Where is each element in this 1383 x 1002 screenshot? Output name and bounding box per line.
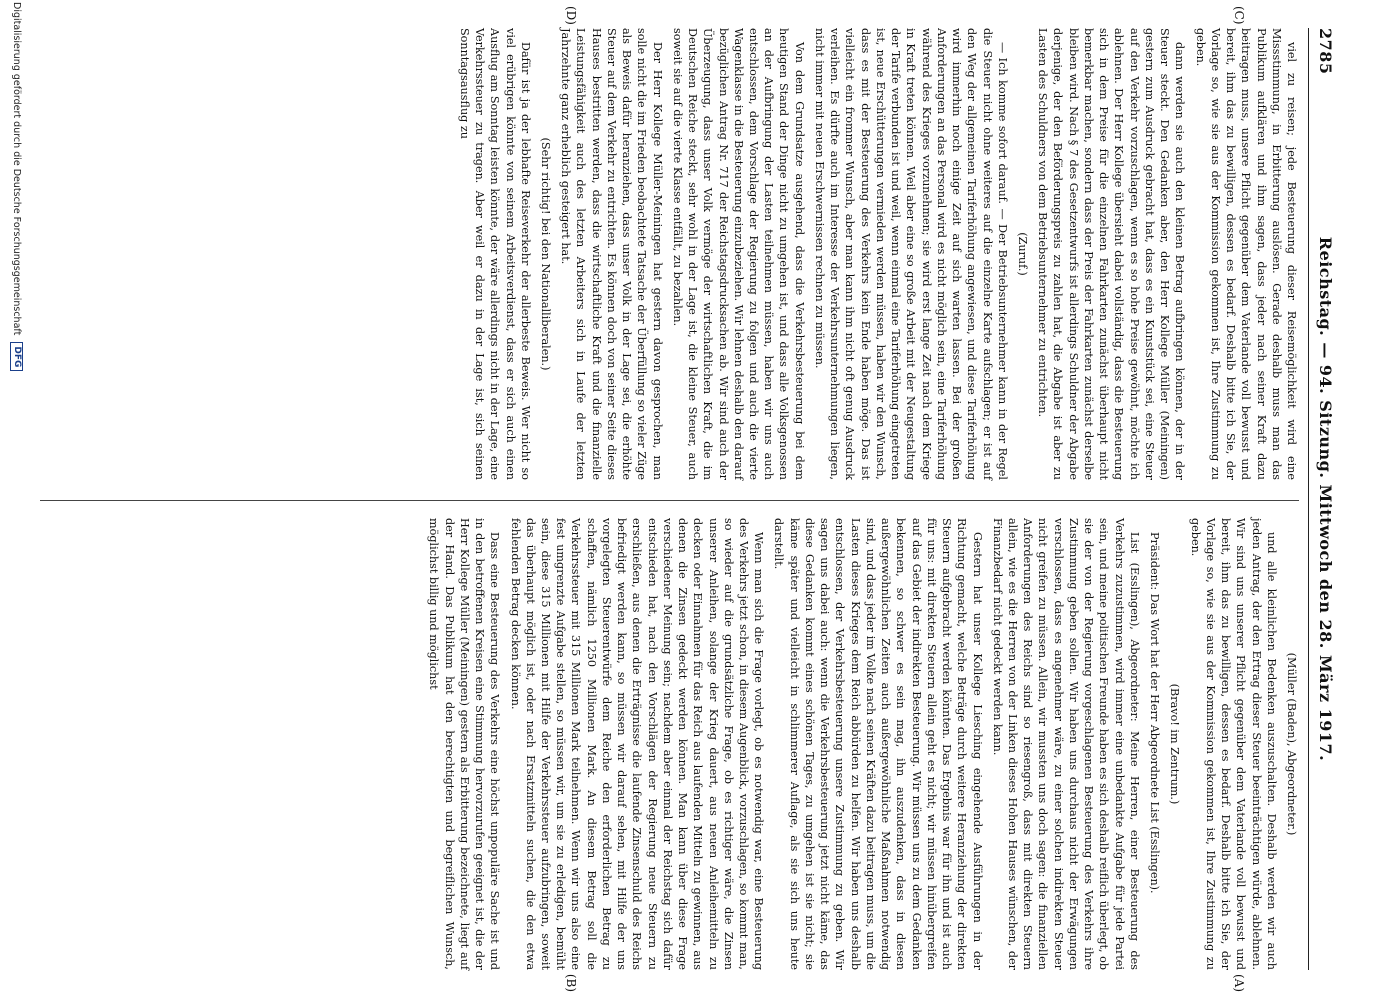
credit-text: Digitalisierung gefördert durch die Deutsche Forschungsgemeinschaft	[11, 2, 22, 336]
page-content	[40, 6, 1343, 992]
margin-mark-d: (D)	[564, 6, 578, 25]
paragraph: dann werden sie auch den kleinen Betrag aufbringen können, der in der Steuer steckt. Den Gedanken aber, den Herr Kollege Müller (Meiningen) gestern zum Ausdruck gebracht hat, dass es ein Kunststück sei, eine Steuer auf den Verkehr vorzuschlagen, wenn es so hohe Preise gewöhnt, möchte ich ablehnen. Der Herr Kollege übersieht dabei vollständig, dass die Besteuerung sich in dem Preise für die einzelnen Fahrkarten zunächst überhaupt nicht bemerkbar machen, sondern dass der Preis der Fahrkarten zunächst derselbe bleiben wird. Nach § 7 des Gesetzentwurfs ist allerdings Schuldner der Abgabe derjenige, der den Beförderungspreis zu zahlen hat, die Abgabe ist aber zu Lasten des Schuldners von dem Betriebsunternehmer zu entrichten.	[1036, 28, 1187, 480]
left-column	[40, 6, 1299, 480]
president-remark: Präsident: Das Wort hat der Herr Abgeordnete List (Esslingen).	[1148, 532, 1162, 894]
margin-mark-c: (C)	[1232, 6, 1246, 25]
paragraph: Gestern hat unser Kollege Liesching eingehende Ausführungen in der Richtung gemacht, welche Beträge durch weitere Heranziehung der direkten Steuern aufgebracht werden könnten. Das Ergebnis war für ihn und ist auch für uns: mit direkten Steuern allein geht es nicht; wir müssen hinübergreifen auf das Gebiet der indirekten Besteuerung. Wir müssen uns zu dem Gedanken bekennen, so schwer es sein mag, ihn auszudenken, dass in diesen außergewöhnlichen Zeiten auch außergewöhnliche Maßnahmen notwendig sind, und dass jeder im Volke nach seinen Kräften dazu beitragen muss, um die Lasten dieses Krieges dem Reich abbürden zu helfen. Wir haben uns deshalb entschlossen, der Verkehrsbesteuerung unsere Zustimmung zu geben. Wir sagen uns dabei auch: wenn die Verkehrsbesteuerung jetzt nicht käme, das diese Gedanken kommt eines schönen Tages, zu umgehen ist sie nicht; sie käme später und vielleicht in schlimmerer Auflage, als sie sich uns heute darstellt.	[772, 518, 984, 970]
paragraph: Wenn man sich die Frage vorlegt, ob es notwendig war, eine Besteuerung des Verkehrs jetzt schon, in diesem Augenblick, vorzuschlagen, so kommt man, so wieder auf die grundsätzliche Frage, ob es richtiger wäre, die Zinsen unserer Anleihen, solange der Krieg dauert, aus neuen Anleihemitteln zu decken oder Einnahmen für das Reich aus laufenden Mitteln zu gewinnen, aus denen die Zinsen gedeckt werden können. Man kann über diese Frage verschiedener Meinung sein; nachdem aber einmal der Reichstag sich dafür entschieden hat, nach den Vorschlägen der Regierung neue Steuern zu erschließen, aus denen die Erträgnisse die laufende Zinsenschuld des Reichs befriedigt werden kann, so müssen wir darauf sehen, mit Hilfe der uns vorgelegten Steuerentwürfe dem Reiche den erforderlichen Betrag zu schaffen, nämlich 1250 Millionen Mark. An diesem Betrag soll die Verkehrssteuer mit 315 Millionen Mark teilnehmen. Wenn wir uns also eine fest umgrenzte Aufgabe stellen, so müssen wir, um sie zu erledigen, bemüht sein, diese 315 Millionen mit Hilfe der Verkehrssteuer aufzubringen, soweit das überhaupt möglich ist, oder nach Ersatzmitteln suchen, die den etwa fehlenden Betrag decken können.	[508, 518, 766, 970]
dfg-logo: DFG	[10, 342, 23, 371]
digitization-credit	[10, 0, 23, 1002]
margin-mark-a: (A)	[1232, 973, 1246, 992]
paragraph: Der Herr Kollege Müller-Meiningen hat gestern davon gesprochen, man solle nicht die im Frieden beobachtete Tatsache der Überfüllung so vieler Züge als Beweis dafür heranziehen, dass unser Volk in der Lage sei, die erhöhte Steuer auf dem Verkehr zu entrichten. Es können doch von seiner Seite dieses Hauses bestritten werden, dass die wirtschaftliche Kraft und die finanzielle Leistungsfähigkeit auch des letzten Arbeiters sich in Laufe der letzten Jahrzehnte ganz erheblich gesteigert hat.	[559, 28, 664, 480]
running-title: Reichstag. — 94. Sitzung. Mittwoch den 28. März 1917.	[1316, 236, 1335, 762]
paragraph: — Ich komme sofort darauf. — Der Betriebsunternehmer kann in der Regel die Steuer nicht ohne weiteres auf die einzelne Karte aufschlagen; er ist auf den Weg der allgemeinen Tariferhöhung angewiesen, und diese Tariferhöhung wird immerhin noch einige Zeit auf sich warten lassen. Bei der großen Anforderungen an das Personal wird es nicht möglich sein, eine Tariferhöhung während des Krieges vorzunehmen; sie wird erst lange Zeit nach dem Kriege in Kraft treten können. Weil aber eine so große Arbeit mit der Neugestaltung der Tarife verbunden ist und weil, wenn einmal eine Tariferhöhung eingetreten ist, neue Erschütterungen vermieden werden müssen, haben wir den Wunsch, dass es mit der Besteuerung des Verkehrs kein Ende haben möge. Das ist vielleicht ein frommer Wunsch, aber man kann ihm nicht oft genug Ausdruck verleihen. Es dürfte auch im Interesse der Verkehrsunternehmungen liegen, nicht immer mit neuen Erschwernissen rechnen zu müssen.	[812, 28, 1009, 480]
page-header	[1309, 28, 1343, 970]
interjection: (Sehr richtig! bei den Nationalliberalen.)	[538, 137, 552, 371]
paragraph: und alle kleinlichen Bedenken auszuschalten. Deshalb werden wir auch jeden Antrag, der den Ertrag dieser Steuer beeinträchtigen würde, ablehnen. Wir sind uns unserer Pflicht gegenüber dem Vaterlande voll bewusst und bereit, ihm das zu bewilligen, dessen es bedarf. Deshalb bitte ich Sie, der Vorlage so, wie sie aus der Kommission gekommen ist, Ihre Zustimmung zu geben.	[1188, 518, 1278, 970]
interjection: (Bravo! im Zentrum.)	[1168, 683, 1182, 805]
page-number: 2785	[1316, 28, 1335, 75]
column-divider	[40, 500, 1299, 501]
right-column	[40, 518, 1299, 992]
paragraph: Von dem Grundsatze ausgehend, dass die Verkehrsbesteuerung bei dem heutigen Stand der Dinge nicht zu umgehen ist, und dass alle Volksgenossen an der Aufbringung der Lasten teilnehmen müssen, haben wir uns auch entschlossen, dem Vorschlage der Regierung zu folgen und auch die vierte Wagenklasse in die Besteuerung einzubeziehen. Wir lehnen deshalb den darauf bezüglichen Antrag Nr. 717 der Reichstagsdrucksachen ab. Wir sind auch der Überzeugung, dass unser Volk vermöge der wirtschaftlichen Kraft, die im Deutschen Reiche steckt, sehr wohl in der Lage ist, die kleine Steuer, auch soweit sie auf die vierte Klasse entfällt, zu bezahlen.	[670, 28, 806, 480]
paragraph: viel zu reisen; jede Besteuerung dieser Reisemöglichkeit wird eine Missstimmung, in Erbitterung auslösen. Gerade deshalb muss man das Publikum aufklären und ihm sagen, dass jeder nach seiner Kraft dazu beitragen muss, unsere Pflicht gegenüber dem Vaterlande voll bewusst und bereit, ihm das zu bewilligen, dessen es bedarf. Deshalb bitte ich Sie, der Vorlage so, wie sie aus der Kommission gekommen ist, Ihre Zustimmung zu geben.	[1193, 28, 1298, 480]
paragraph: Dafür ist ja der lebhafte Reiseverkehr der allerbeste Beweis. Wer nicht so viel erübrigen könnte von seinem Arbeitsverdienst, dass er sich auch einen Ausflug am Sonntag leisten könnte, der wäre allerdings nicht in der Lage, eine Verkehrssteuer zu tragen. Aber weil er dazu in der Lage ist, sich seinen Sonntagsausflug zu	[457, 28, 532, 480]
header-rule	[1308, 28, 1309, 970]
interjection: (Zuruf.)	[1016, 232, 1030, 276]
paragraph: List (Esslingen), Abgeordneter: Meine Herren, einer Besteuerung des Verkehrs zuzustimmen, wird immer eine unbedankte Aufgabe für jede Partei sein, und meine politischen Freunde haben es sich deshalb reiflich überlegt, ob sie der von der Regierung vorgeschlagenen Besteuerung des Verkehrs ihre Zustimmung geben sollen. Wir haben uns durchaus nicht der Erwägungen verschlossen, dass es angenehmer wäre, zu einer solchen indirekten Steuer nicht greifen zu müssen. Allein, wir mussten uns doch sagen: die finanziellen Anforderungen des Reichs sind so riesengroß, dass mit direkten Steuern allein, wie es die Herren von der Linken dieses Hohen Hauses wünschen, der Finanzbedarf nicht gedeckt werden kann.	[990, 518, 1141, 970]
speaker-attribution: (Müller (Baden), Abgeordneter.)	[1285, 652, 1298, 836]
margin-mark-b: (B)	[564, 973, 578, 992]
paragraph: Dass eine Besteuerung des Verkehrs eine höchst unpopuläre Sache ist und in den betroffenen Kreisen eine Stimmung hervorzurufen geeignet ist, die der Herr Kollege Müller (Meiningen) gestern als Erbitterung bezeichnete, liegt auf der Hand. Das Publikum hat den berechtigten und begreiflichen Wunsch, möglichst billig und möglichst	[427, 518, 502, 970]
